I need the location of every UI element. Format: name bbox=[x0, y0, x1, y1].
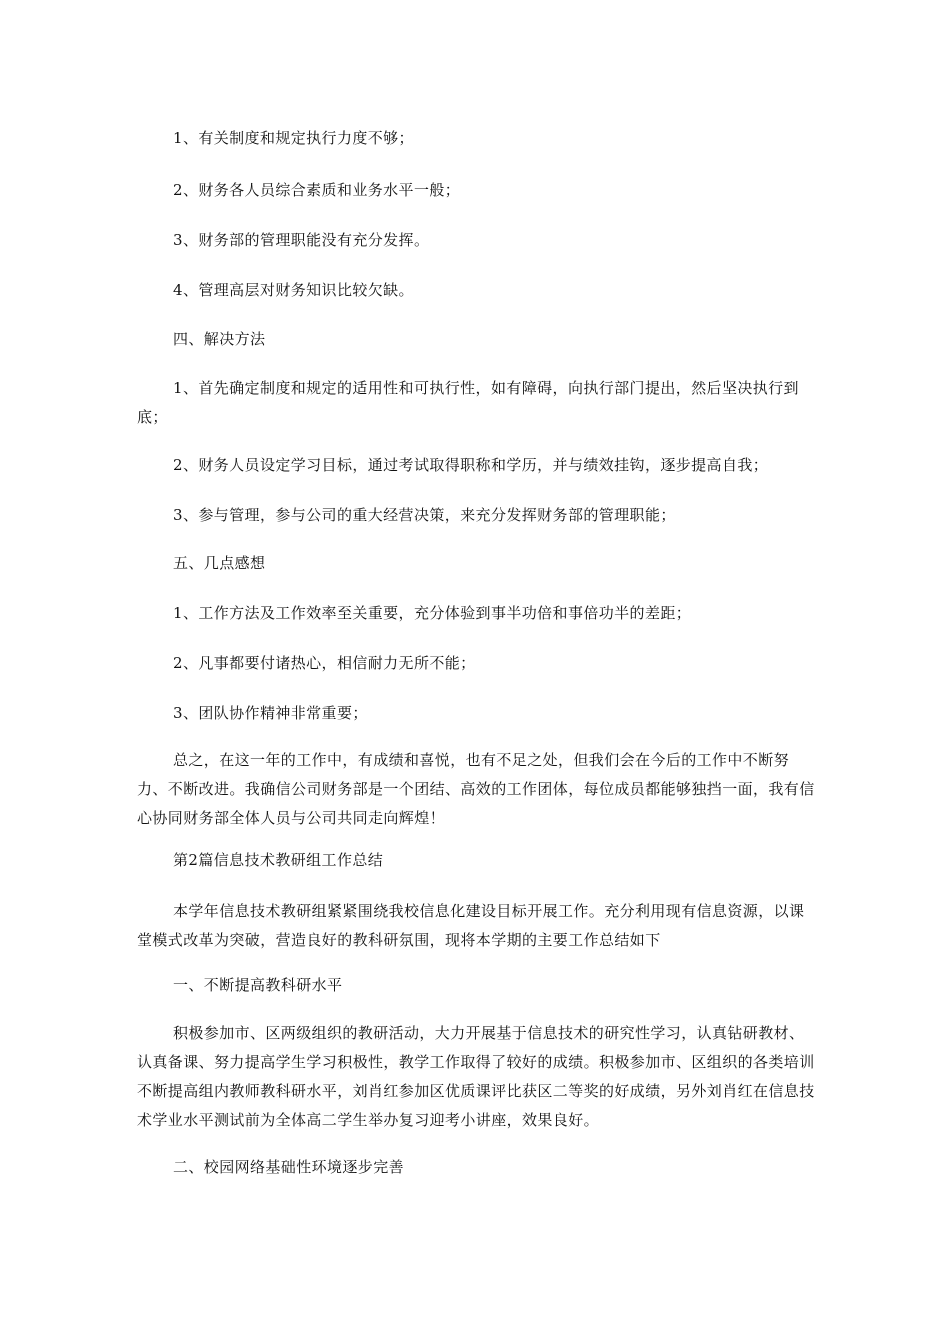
paragraph-research: 积极参加市、区两级组织的教研活动，大力开展基于信息技术的研究性学习，认真钻研教材、认真备课、努力提高学生学习积极性，教学工作取得了较好的成绩。积极参加市、区组织的各类培训不断提高组内教师教科研水平，刘肖红参加区优质课评比获区二等奖的好成绩，另外刘肖红在信息技术学业水平测试前为全体高二学生举办复习迎考小讲座，效果良好。 bbox=[137, 1024, 815, 1129]
paragraph-problem-4: 4、管理高层对财务知识比较欠缺。 bbox=[173, 281, 414, 299]
paragraph-reflection-1: 1、工作方法及工作效率至关重要，充分体验到事半功倍和事倍功半的差距； bbox=[173, 604, 692, 622]
paragraph-intro: 本学年信息技术教研组紧紧围绕我校信息化建设目标开展工作。充分利用现有信息资源，以课堂模式改革为突破，营造良好的教科研氛围，现将本学期的主要工作总结如下 bbox=[137, 902, 805, 949]
article-title: 第2篇信息技术教研组工作总结 bbox=[173, 851, 384, 869]
paragraph-reflection-3: 3、团队协作精神非常重要； bbox=[173, 704, 368, 722]
paragraph-solution-1: 1、首先确定制度和规定的适用性和可执行性，如有障碍，向执行部门提出，然后坚决执行到底； bbox=[137, 379, 799, 426]
paragraph-problem-2: 2、财务各人员综合素质和业务水平一般； bbox=[173, 181, 461, 199]
paragraph-solution-2: 2、财务人员设定学习目标，通过考试取得职称和学历，并与绩效挂钩，逐步提高自我； bbox=[173, 456, 769, 474]
paragraph-problem-1: 1、有关制度和规定执行力度不够； bbox=[173, 129, 414, 147]
section-heading-solutions: 四、解决方法 bbox=[173, 330, 266, 348]
section-heading-reflections: 五、几点感想 bbox=[173, 554, 266, 572]
paragraph-reflection-2: 2、凡事都要付诸热心，相信耐力无所不能； bbox=[173, 654, 476, 672]
section-heading-research: 一、不断提高教科研水平 bbox=[173, 976, 343, 994]
paragraph-conclusion: 总之，在这一年的工作中，有成绩和喜悦，也有不足之处，但我们会在今后的工作中不断努力、不断改进。我确信公司财务部是一个团结、高效的工作团体，每位成员都能够独挡一面，我有信心协同财务部全体人员与公司共同走向辉煌！ bbox=[137, 751, 815, 827]
paragraph-solution-3: 3、参与管理，参与公司的重大经营决策，来充分发挥财务部的管理职能； bbox=[173, 506, 676, 524]
section-heading-network: 二、校园网络基础性环境逐步完善 bbox=[173, 1158, 405, 1176]
paragraph-problem-3: 3、财务部的管理职能没有充分发挥。 bbox=[173, 231, 430, 249]
